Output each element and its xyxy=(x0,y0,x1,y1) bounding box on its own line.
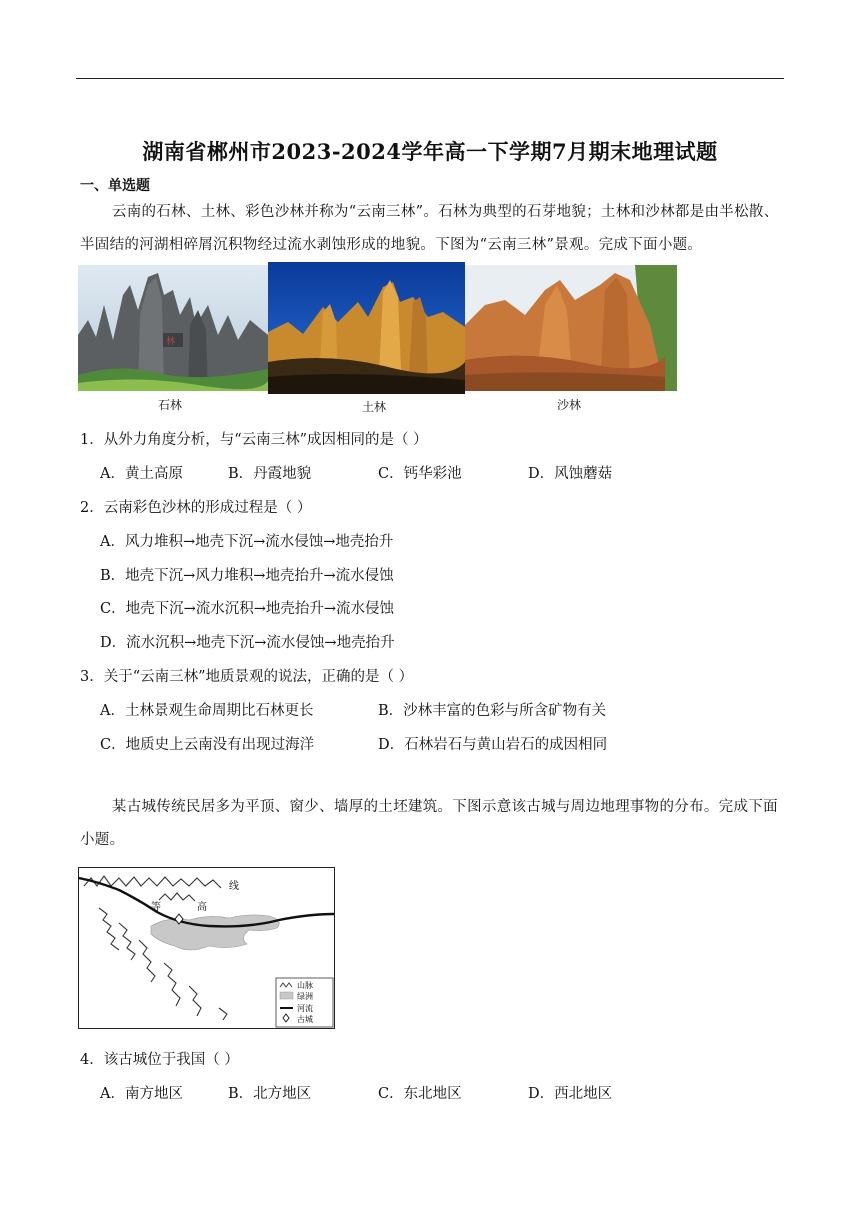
question-4-option-b[interactable]: B．北方地区 xyxy=(228,1086,312,1102)
page-title: 湖南省郴州市2023-2024学年高一下学期7月期末地理试题 xyxy=(142,139,718,164)
passage-1: 云南的石林、土林、彩色沙林并称为“云南三林”。石林为典型的石芽地貌；土林和沙林都是由半松散、半固结的河湖相碎屑沉积物经过流水剥蚀形成的地貌。下图为“云南三林”景观。完成下面小题。 xyxy=(80,204,779,253)
question-4-stem: 4．该古城位于我国（ ） xyxy=(80,1052,239,1068)
earth-forest-photo xyxy=(268,262,465,394)
map-label-gao: 高 xyxy=(197,902,207,913)
question-4-option-c[interactable]: C．东北地区 xyxy=(378,1086,462,1102)
question-3-option-d[interactable]: D．石林岩石与黄山岩石的成因相同 xyxy=(378,737,608,753)
stone-forest-photo xyxy=(78,265,268,391)
header-rule xyxy=(76,78,784,79)
legend-label-river: 河流 xyxy=(297,1004,313,1013)
legend-label-mountain: 山脉 xyxy=(297,981,313,990)
sand-forest-photo xyxy=(465,265,677,391)
question-3-option-b[interactable]: B．沙林丰富的色彩与所含矿物有关 xyxy=(378,703,607,719)
question-1-option-c[interactable]: C．钙华彩池 xyxy=(378,466,462,482)
question-1-option-d[interactable]: D．风蚀蘑菇 xyxy=(528,466,613,482)
question-1-option-a[interactable]: A．黄土高原 xyxy=(100,466,183,482)
question-3-option-c[interactable]: C．地质史上云南没有出现过海洋 xyxy=(100,737,315,753)
question-1-option-b[interactable]: B．丹霞地貌 xyxy=(228,466,312,482)
map-legend xyxy=(276,978,333,1027)
photo-caption-earth: 土林 xyxy=(361,400,386,414)
map-label-line: 线 xyxy=(229,881,239,892)
legend-label-oasis: 绿洲 xyxy=(297,992,313,1001)
legend-oasis-icon xyxy=(280,992,293,999)
photo-caption-stone: 石林 xyxy=(157,398,182,412)
photo-caption-sand: 沙林 xyxy=(556,398,581,412)
question-1-stem: 1．从外力角度分析，与“云南三林”成因相同的是（ ） xyxy=(80,432,428,448)
passage-2: 某古城传统民居多为平顶、窗少、墙厚的土坯建筑。下图示意该古城与周边地理事物的分布。完成下面小题。 xyxy=(80,799,778,848)
svg-text:林: 林 xyxy=(166,337,176,347)
mountain-range-north xyxy=(84,876,221,901)
question-2-option-d[interactable]: D．流水沉积→地壳下沉→流水侵蚀→地壳抬升 xyxy=(100,635,395,651)
section-heading: 一、单选题 xyxy=(80,178,150,194)
question-2-option-a[interactable]: A．风力堆积→地壳下沉→流水侵蚀→地壳抬升 xyxy=(100,534,394,550)
legend-label-city: 古城 xyxy=(297,1015,313,1024)
question-3-option-a[interactable]: A．土林景观生命周期比石林更长 xyxy=(100,703,314,719)
question-3-stem: 3．关于“云南三林”地质景观的说法，正确的是（ ） xyxy=(80,669,414,685)
question-2-stem: 2．云南彩色沙林的形成过程是（ ） xyxy=(80,500,312,516)
oasis-map xyxy=(78,867,335,1029)
question-4-option-a[interactable]: A．南方地区 xyxy=(100,1086,183,1102)
question-4-option-d[interactable]: D．西北地区 xyxy=(528,1086,613,1102)
question-2-option-b[interactable]: B．地壳下沉→风力堆积→地壳抬升→流水侵蚀 xyxy=(100,568,394,584)
map-label-deng: 等 xyxy=(151,902,161,913)
oasis-area xyxy=(151,915,279,950)
question-2-option-c[interactable]: C．地壳下沉→流水沉积→地壳抬升→流水侵蚀 xyxy=(100,601,395,617)
